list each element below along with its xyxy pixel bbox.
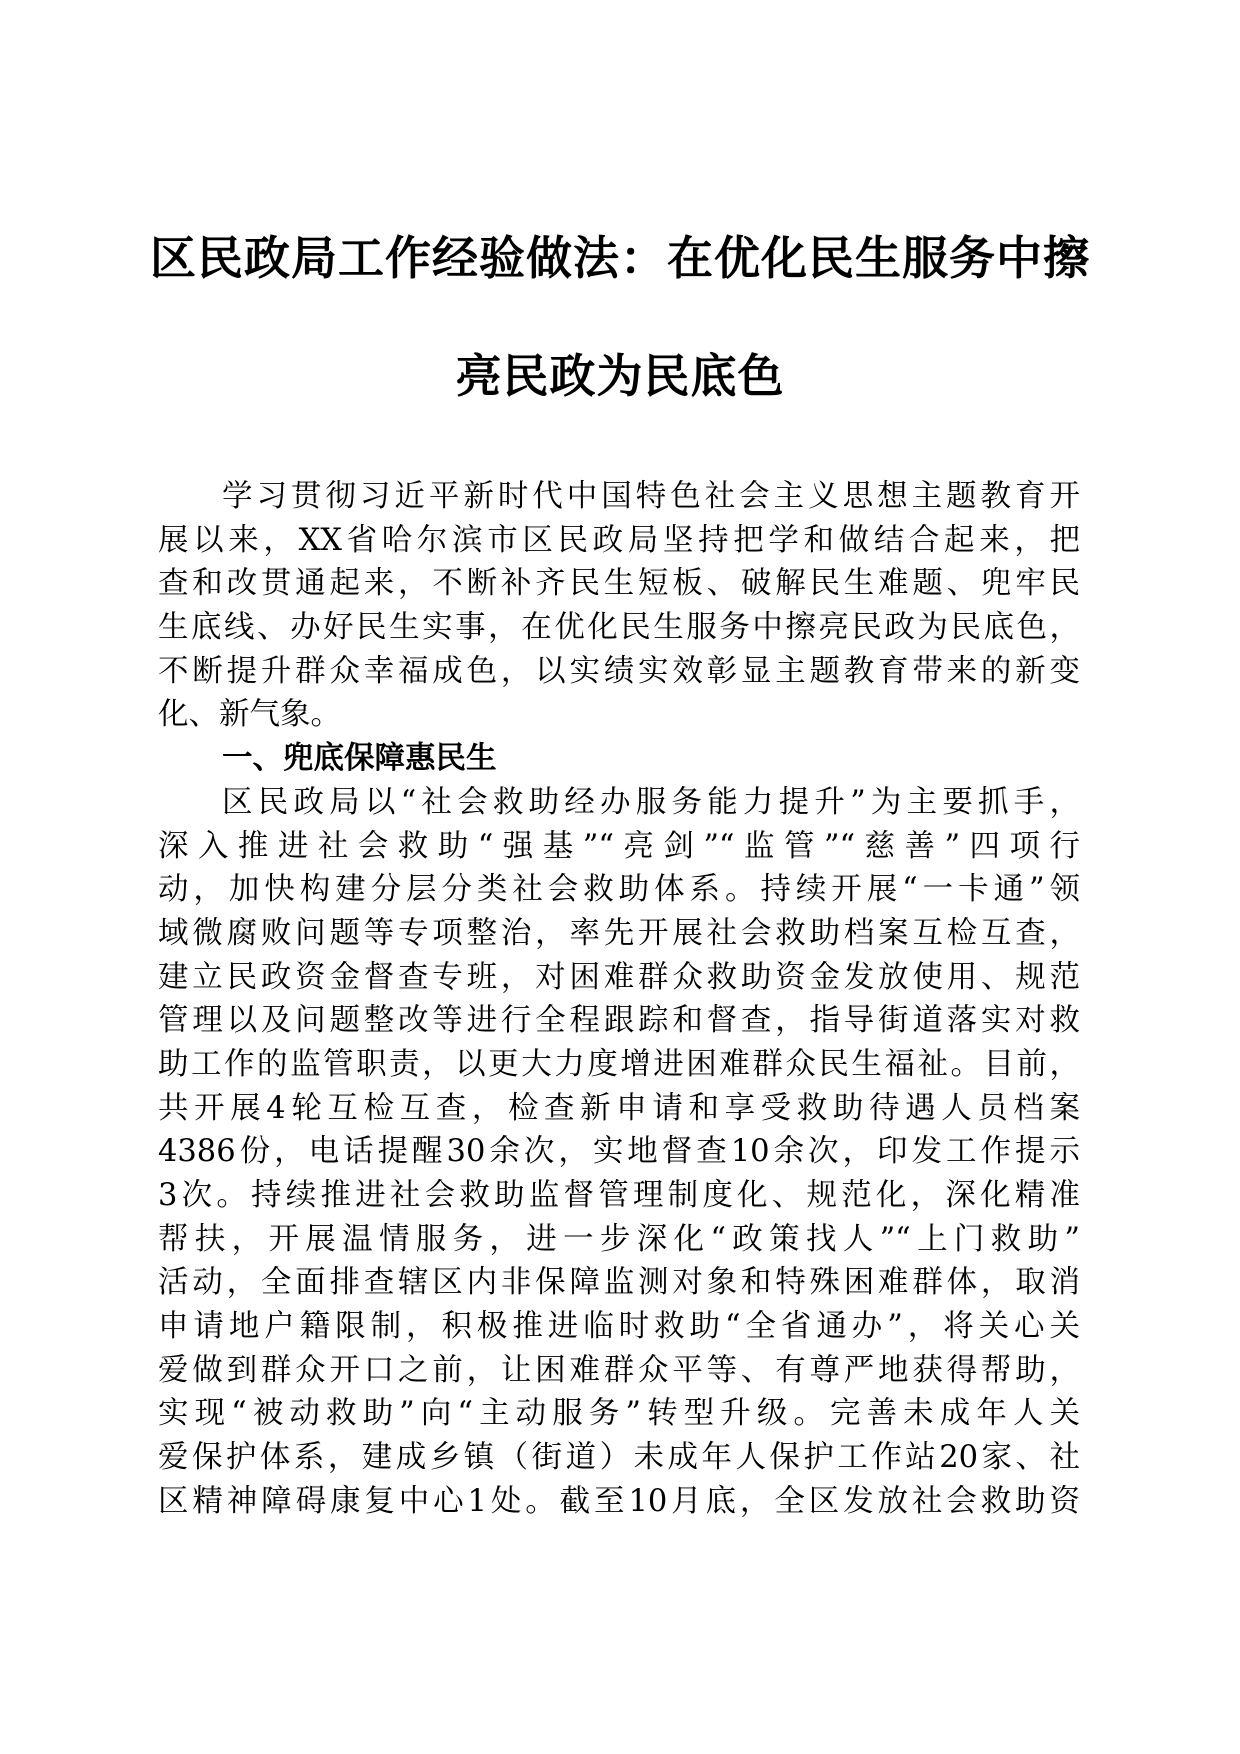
paragraph-2-line: 助工作的监管职责，以更大力度增进困难群众民生福祉。目前， [158,1046,1080,1082]
paragraph-2-line: 域微腐败问题等专项整治，率先开展社会救助档案互检互查， [158,915,1080,951]
paragraph-2-line: 活动，全面排查辖区内非保障监测对象和特殊困难群体，取消 [158,1265,1080,1301]
paragraph-1-line: 不断提升群众幸福成色，以实绩实效彰显主题教育带来的新变 [158,653,1080,689]
paragraph-2-line: 管理以及问题整改等进行全程跟踪和督查，指导街道落实对救 [158,1003,1080,1039]
paragraph-2-line: 共开展4轮互检互查，检查新申请和享受救助待遇人员档案 [158,1090,1080,1126]
paragraph-1-line: 化、新气象。 [158,697,341,733]
paragraph-2-line: 爱保护体系，建成乡镇（街道）未成年人保护工作站20家、社 [158,1440,1080,1476]
paragraph-1-line: 查和改贯通起来，不断补齐民生短板、破解民生难题、兜牢民 [158,566,1080,602]
paragraph-2-line: 实现“被动救助”向“主动服务”转型升级。完善未成年人关 [158,1396,1080,1432]
paragraph-2-line: 4386份，电话提醒30余次，实地督查10余次，印发工作提示 [158,1134,1080,1170]
paragraph-1-line: 学习贯彻习近平新时代中国特色社会主义思想主题教育开 [222,479,1080,514]
paragraph-2-line: 爱做到群众开口之前，让困难群众平等、有尊严地获得帮助， [158,1352,1080,1388]
paragraph-2-line: 深入推进社会救助“强基”“亮剑”“监管”“慈善”四项行 [158,828,1080,864]
paragraph-2-line: 3次。持续推进社会救助监督管理制度化、规范化，深化精准 [158,1178,1080,1213]
paragraph-2-line: 申请地户籍限制，积极推进临时救助“全省通办”，将关心关 [158,1309,1080,1345]
document-title-line-2: 亮民政为民底色 [455,349,785,403]
document-title-line-1: 区民政局工作经验做法：在优化民生服务中擦 [150,231,1090,285]
paragraph-2-line: 动，加快构建分层分类社会救助体系。持续开展“一卡通”领 [158,872,1080,908]
paragraph-2-line: 区民政局以“社会救助经办服务能力提升”为主要抓手， [222,784,1080,820]
paragraph-1-line: 生底线、办好民生实事，在优化民生服务中擦亮民政为民底色， [158,610,1080,646]
paragraph-2-line: 区精神障碍康复中心1处。截至10月底，全区发放社会救助资 [158,1483,1080,1519]
document-body [158,475,1080,1524]
paragraph-2-line: 帮扶，开展温情服务，进一步深化“政策找人”“上门救助” [158,1221,1080,1257]
paragraph-2-line: 建立民政资金督查专班，对困难群众救助资金发放使用、规范 [158,959,1080,995]
paragraph-1-line: 展以来，XX省哈尔滨市区民政局坚持把学和做结合起来，把 [158,522,1080,558]
section-1-heading: 一、兜底保障惠民生 [222,741,497,777]
